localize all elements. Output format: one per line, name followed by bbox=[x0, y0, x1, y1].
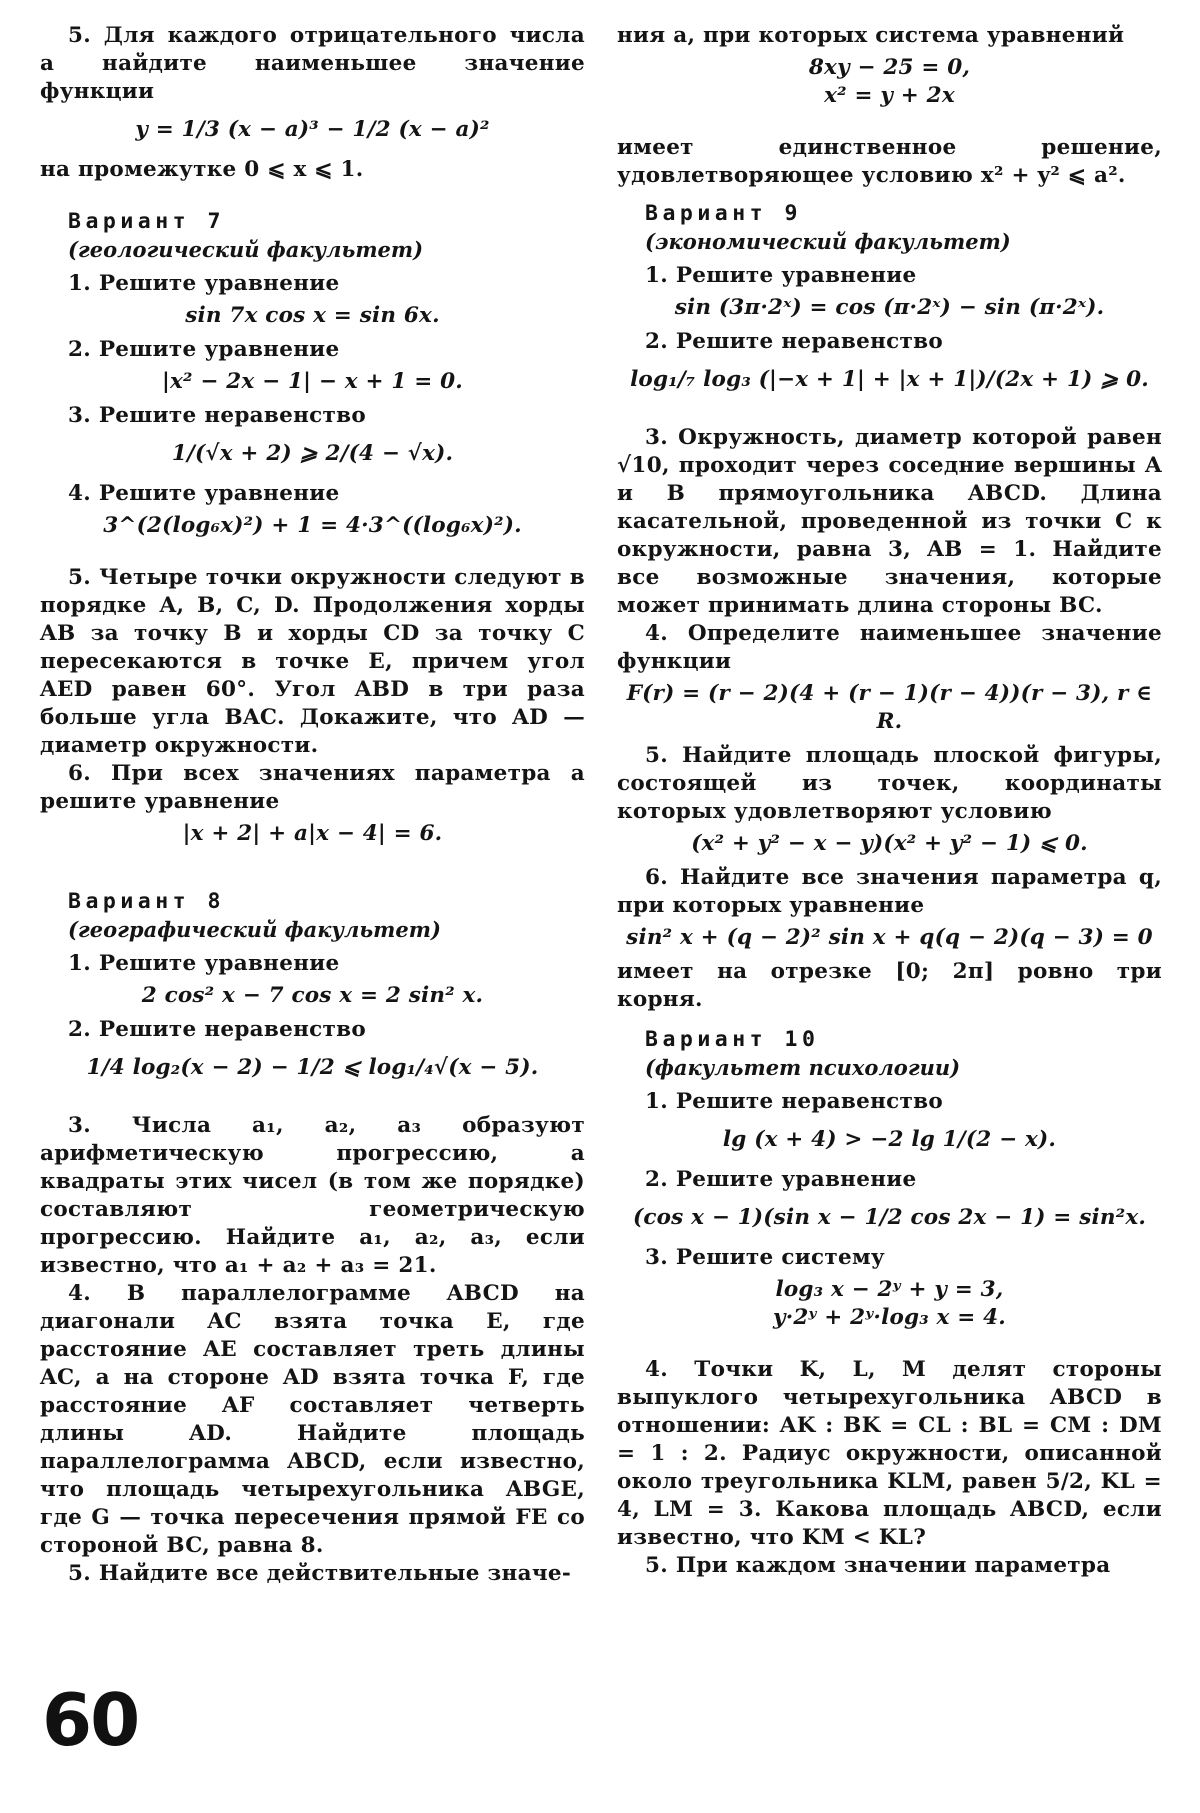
variant-title: Вариант 7 bbox=[68, 209, 225, 234]
variant-faculty: (факультет психологии) bbox=[645, 1055, 961, 1080]
formula: sin 7x cos x = sin 6x. bbox=[185, 303, 440, 328]
formula: sin² x + (q − 2)² sin x + q(q − 2)(q − 3) = 0 bbox=[626, 925, 1153, 950]
left-column bbox=[40, 22, 585, 1588]
problem-text: 5. При каждом значении параметра bbox=[645, 1553, 1111, 1578]
problem-text: 3. Числа a₁, a₂, a₃ образуют арифметическую прогрессию, а квадраты этих чисел (в том же порядке) составляют геометрическую прогрессию. Найдите a₁, a₂, a₃, если известно, что a₁ + a₂ + a₃ = 21. bbox=[40, 1113, 585, 1278]
problem-text: 2. Решите неравенство bbox=[68, 1017, 367, 1042]
problem-text: 4. Определите наименьшее значение функции bbox=[617, 621, 1162, 674]
formula: (cos x − 1)(sin x − 1/2 cos 2x − 1) = sin²x. bbox=[632, 1205, 1147, 1230]
variant-title: Вариант 8 bbox=[68, 889, 225, 914]
problem-text: 1. Решите уравнение bbox=[68, 951, 340, 976]
problem-text: 1. Решите неравенство bbox=[645, 1089, 944, 1114]
problem-text: 5. Найдите все действительные значе- bbox=[68, 1561, 572, 1586]
problem-text: 6. Найдите все значения параметра q, при которых уравнение bbox=[617, 865, 1162, 918]
problem-text: 2. Решите уравнение bbox=[68, 337, 340, 362]
variant-faculty: (географический факультет) bbox=[68, 917, 441, 942]
problem-text: 5. Найдите площадь плоской фигуры, состоящей из точек, координаты которых удовлетворяют условию bbox=[617, 743, 1162, 824]
formula: (x² + y² − x − y)(x² + y² − 1) ⩽ 0. bbox=[691, 831, 1088, 856]
formula: 8xy − 25 = 0, bbox=[808, 55, 971, 80]
variant-title: Вариант 9 bbox=[645, 201, 802, 226]
variant-faculty: (геологический факультет) bbox=[68, 237, 424, 262]
problem-text: 2. Решите неравенство bbox=[645, 329, 944, 354]
formula: 1/4 log₂(x − 2) − 1/2 ⩽ log₁/₄√(x − 5). bbox=[86, 1055, 539, 1080]
problem-text: имеет на отрезке [0; 2π] ровно три корня. bbox=[617, 959, 1162, 1012]
problem-text: ния a, при которых система уравнений bbox=[617, 23, 1125, 48]
formula: 1/(√x + 2) ⩾ 2/(4 − √x). bbox=[171, 441, 454, 466]
problem-text: 5. Четыре точки окружности следуют в порядке A, B, C, D. Продолжения хорды AB за точку B и хорды CD за точку C пересекаются в точке E, причем угол AED равен 60°. Угол ABD в три раза больше угла BAC. Докажите, что AD — диаметр окружности. bbox=[40, 565, 585, 758]
formula: |x + 2| + a|x − 4| = 6. bbox=[182, 821, 443, 846]
problem-text: 1. Решите уравнение bbox=[645, 263, 917, 288]
problem-text: 3. Решите систему bbox=[645, 1245, 885, 1270]
problem-text: 5. Для каждого отрицательного числа a найдите наименьшее значение функции bbox=[40, 23, 585, 104]
formula: 3^(2(log₆x)²) + 1 = 4·3^((log₆x)²). bbox=[103, 513, 522, 538]
formula: log₃ x − 2ʸ + y = 3, bbox=[775, 1277, 1004, 1302]
formula: x² = y + 2x bbox=[824, 83, 955, 108]
problem-text: 2. Решите уравнение bbox=[645, 1167, 917, 1192]
formula: 2 cos² x − 7 cos x = 2 sin² x. bbox=[141, 983, 484, 1008]
problem-text: 4. Решите уравнение bbox=[68, 481, 340, 506]
formula: sin (3π·2ˣ) = cos (π·2ˣ) − sin (π·2ˣ). bbox=[674, 295, 1105, 320]
formula: y = 1/3 (x − a)³ − 1/2 (x − a)² bbox=[135, 117, 490, 142]
formula: |x² − 2x − 1| − x + 1 = 0. bbox=[162, 369, 463, 394]
page-number: 60 bbox=[42, 1678, 139, 1762]
formula: log₁/₇ log₃ (|−x + 1| + |x + 1|)/(2x + 1) ⩾ 0. bbox=[630, 367, 1149, 392]
problem-text: 6. При всех значениях параметра a решите уравнение bbox=[40, 761, 585, 814]
formula: F(r) = (r − 2)(4 + (r − 1)(r − 4))(r − 3), r ∈ R. bbox=[626, 681, 1153, 734]
variant-faculty: (экономический факультет) bbox=[645, 229, 1011, 254]
problem-text: 1. Решите уравнение bbox=[68, 271, 340, 296]
right-column bbox=[617, 22, 1162, 1580]
formula: y·2ʸ + 2ʸ·log₃ x = 4. bbox=[773, 1305, 1006, 1330]
problem-text: 4. В параллелограмме ABCD на диагонали AC взята точка E, где расстояние AE составляет треть длины AC, а на стороне AD взята точка F, где расстояние AF составляет четверть длины AD. Найдите площадь параллелограмма ABCD, если известно, что площадь четырехугольника ABGE, где G — точка пересечения прямой FE со стороной BC, равна 8. bbox=[40, 1281, 585, 1558]
problem-text: 3. Решите неравенство bbox=[68, 403, 367, 428]
variant-title: Вариант 10 bbox=[645, 1027, 820, 1052]
problem-text: имеет единственное решение, удовлетворяющее условию x² + y² ⩽ a². bbox=[617, 135, 1162, 188]
problem-text: 4. Точки K, L, M делят стороны выпуклого четырехугольника ABCD в отношении: AK : BK = CL : BL = CM : DM = 1 : 2. Радиус окружности, описанной около треугольника KLM, равен 5/2, KL = 4, LM = 3. Какова площадь ABCD, если известно, что KM < KL? bbox=[617, 1357, 1162, 1550]
problem-text: на промежутке 0 ⩽ x ⩽ 1. bbox=[40, 157, 364, 182]
formula: lg (x + 4) > −2 lg 1/(2 − x). bbox=[722, 1127, 1057, 1152]
problem-text: 3. Окружность, диаметр которой равен √10, проходит через соседние вершины A и B прямоугольника ABCD. Длина касательной, проведенной из точки C к окружности, равна 3, AB = 1. Найдите все возможные значения, которые может принимать длина стороны BC. bbox=[617, 425, 1162, 618]
